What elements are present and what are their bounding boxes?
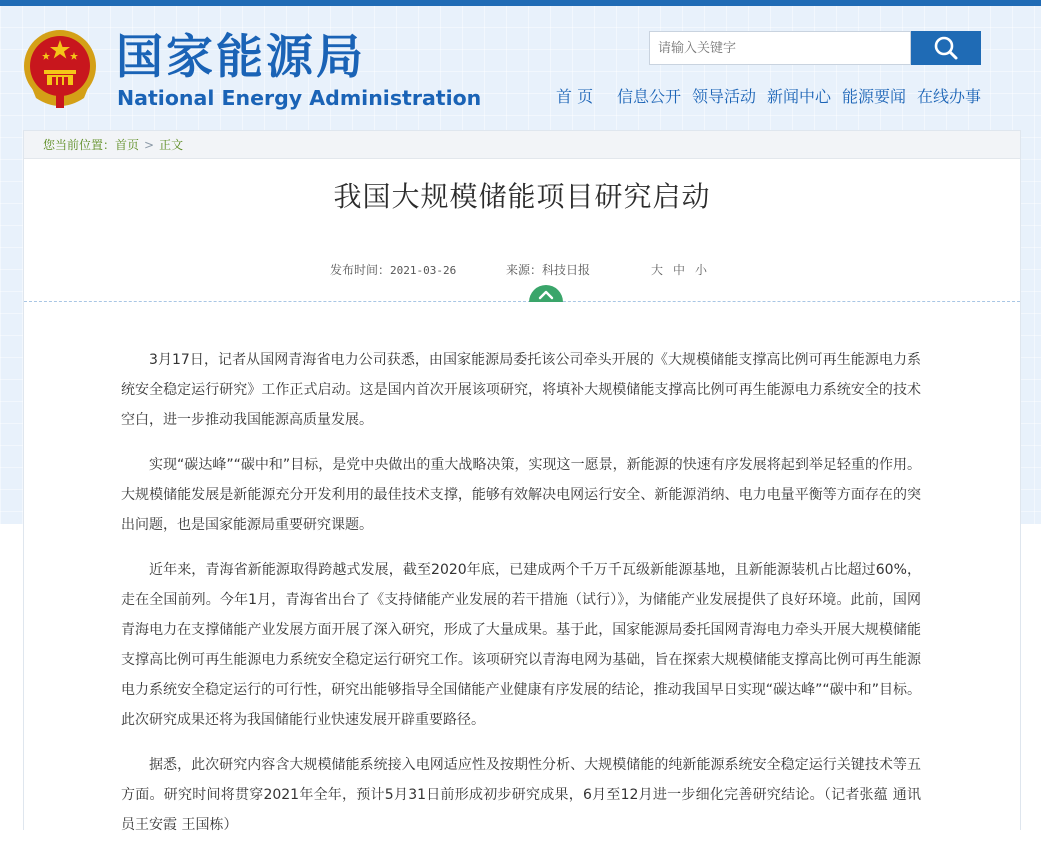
article-paragraph: 3月17日，记者从国网青海省电力公司获悉，由国家能源局委托该公司牵头开展的《大规模储能支撑高比例可再生能源电力系统安全稳定运行研究》工作正式启动。这是国内首次开展该项研究，将填补大规模储能支撑高比例可再生能源电力系统安全的技术空白，进一步推动我国能源高质量发展。 (121, 352, 921, 428)
publish-date: 2021-03-26 (390, 264, 457, 277)
content-panel (23, 130, 1021, 833)
chevron-up-icon (529, 285, 563, 302)
site-title-en: National Energy Administration (117, 86, 482, 110)
breadcrumb-home-link[interactable]: 首页 (115, 138, 140, 152)
source-info (506, 261, 590, 278)
nav-info-disclosure[interactable]: 信息公开 (617, 87, 682, 106)
publish-label: 发布时间： (330, 263, 391, 277)
breadcrumb-label: 您当前位置： (43, 138, 116, 152)
font-size-large[interactable]: 大 (651, 263, 664, 277)
nav-energy-news[interactable]: 能源要闻 (842, 87, 907, 106)
breadcrumb (24, 131, 1020, 159)
article-paragraph: 实现“碳达峰”“碳中和”目标，是党中央做出的重大战略决策，实现这一愿景，新能源的快速有序发展将起到举足轻重的作用。大规模储能发展是新能源充分开发利用的最佳技术支撑，能够有效解决电网运行安全、新能源消纳、电力电量平衡等方面存在的突出问题，也是国家能源局重要研究课题。 (121, 457, 921, 533)
search-icon (911, 31, 981, 65)
collapse-toggle-button[interactable] (529, 285, 563, 302)
nav-news-center[interactable]: 新闻中心 (767, 87, 832, 106)
meta-divider (24, 301, 1020, 302)
font-size-small[interactable]: 小 (695, 263, 708, 277)
search-button[interactable] (911, 31, 981, 65)
site-title-cn: 国家能源局 (116, 30, 366, 85)
source-value: 科技日报 (542, 263, 591, 277)
font-size-switcher (651, 261, 717, 278)
article-body (121, 345, 921, 855)
article-paragraph: 近年来，青海省新能源取得跨越式发展，截至2020年底，已建成两个千万千瓦级新能源基地，且新能源装机占比超过60%，走在全国前列。今年1月，青海省出台了《支持储能产业发展的若干措施（试行）》，为储能产业发展提供了良好环境。此前，国网青海电力在支撑储能产业发展方面开展了深入研究，形成了大量成果。基于此，国家能源局委托国网青海电力牵头开展大规模储能支撑高比例可再生能源电力系统安全稳定运行研究工作。该项研究以青海电网为基础，旨在探索大规模储能支撑高比例可再生能源电力系统安全稳定运行的可行性，研究出能够指导全国储能产业健康有序发展的结论，推动我国早日实现“碳达峰”“碳中和”目标。此次研究成果还将为我国储能行业快速发展开辟重要路径。 (121, 562, 921, 728)
main-nav (0, 86, 1041, 108)
publish-info (330, 261, 456, 278)
source-label: 来源： (506, 263, 543, 277)
nav-online-services[interactable]: 在线办事 (917, 87, 982, 106)
font-size-medium[interactable]: 中 (673, 263, 686, 277)
nav-leadership[interactable]: 领导活动 (692, 87, 757, 106)
breadcrumb-current: 正文 (159, 138, 184, 152)
breadcrumb-separator: > (144, 138, 155, 152)
nav-home[interactable]: 首 页 (556, 87, 594, 106)
article-title: 我国大规模储能项目研究启动 (333, 180, 711, 213)
search-input[interactable] (649, 31, 911, 65)
article-paragraph: 据悉，此次研究内容含大规模储能系统接入电网适应性及按期性分析、大规模储能的纯新能源系统安全稳定运行关键技术等五方面。研究时间将贯穿2021年全年，预计5月31日前形成初步研究成果，6月至12月进一步细化完善研究结论。（记者张蕴 通讯员王安霞 王国栋） (121, 757, 921, 833)
